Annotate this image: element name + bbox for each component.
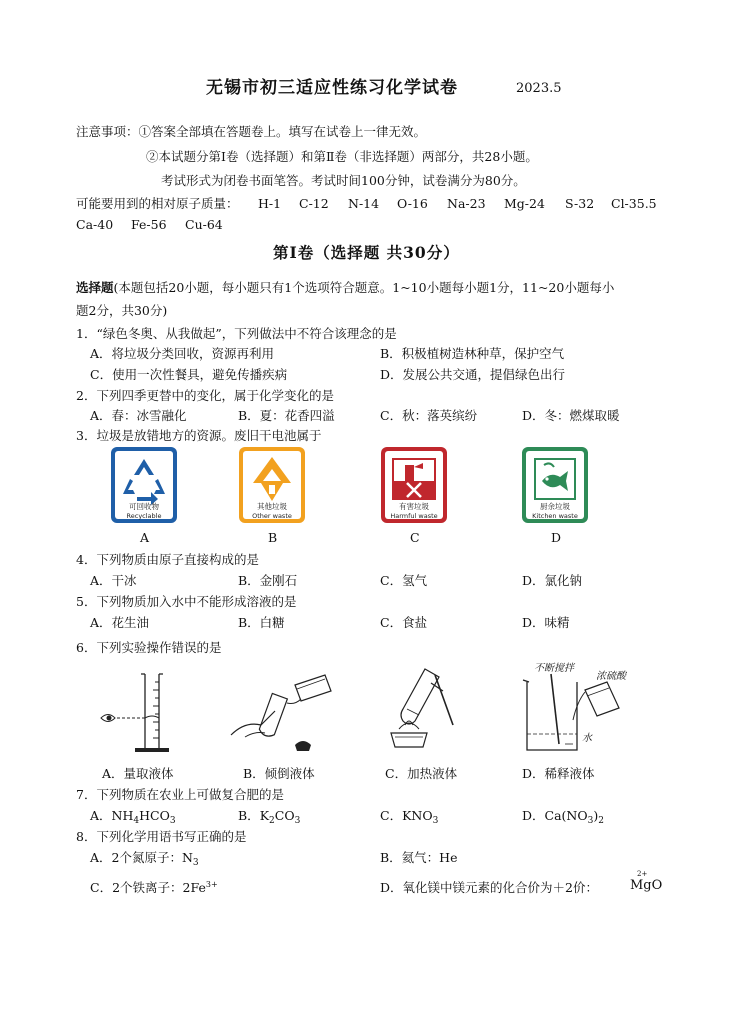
- instructions-line-2: 题2分，共30分): [76, 303, 168, 318]
- q5-stem: 5．下列物质加入水中不能形成溶液的是: [76, 594, 297, 609]
- notice: [76, 124, 426, 139]
- bin-d-en: Kitchen waste: [532, 512, 578, 520]
- q7-option-d: D．$Ca(NO_3)_2$: [522, 808, 604, 826]
- notice-line-2: ②本试题分第Ⅰ卷（选择题）和第Ⅱ卷（非选择题）两部分，共28小题。: [146, 149, 538, 164]
- q6-stir-label: 不断搅拌: [534, 663, 574, 674]
- q4-option-c: C．氢气: [380, 573, 428, 588]
- notice-label: 注意事项：: [76, 124, 139, 139]
- q5-option-a: A．花生油: [90, 615, 150, 630]
- q4-option-d: D．氯化钠: [522, 573, 583, 588]
- q4-option-b: B．金刚石: [238, 573, 298, 588]
- atomic-mass-item: Cl-35.5: [611, 196, 657, 211]
- q1-option-c: C．使用一次性餐具，避免传播疾病: [90, 367, 288, 382]
- q6-stem: 6．下列实验操作错误的是: [76, 640, 222, 655]
- q8-option-c: C．2个铁离子：$2Fe^{3+}$: [90, 880, 218, 895]
- q6-option-d: D．稀释液体: [522, 766, 595, 781]
- q1-option-d: D．发展公共交通，提倡绿色出行: [380, 367, 566, 382]
- notice-line-3: 考试形式为闭卷书面笔答。考试时间100分钟，试卷满分为80分。: [161, 173, 526, 188]
- atomic-mass-item: N-14: [348, 196, 380, 211]
- heating-liquid-figure: [385, 665, 475, 760]
- atomic-mass-item: Na-23: [447, 196, 486, 211]
- q8-option-d: D．氧化镁中镁元素的化合价为＋2价：: [380, 880, 598, 895]
- bin-a-en: Recyclable: [126, 512, 162, 520]
- recyclable-bin: [111, 447, 177, 523]
- bin-d-cn: 厨余垃圾: [540, 502, 570, 511]
- q2-option-a: A．春：冰雪融化: [90, 408, 187, 423]
- bin-a-cn: 可回收物: [129, 502, 159, 511]
- q7-option-b: B．$K_2CO_3$: [238, 808, 301, 826]
- bin-a-letter: A: [140, 530, 150, 545]
- notice-line-1: ①答案全部填在答题卷上。填写在试卷上一律无效。: [138, 124, 427, 139]
- kitchen-waste-bin: [522, 447, 588, 523]
- atomic-mass-item: C-12: [299, 196, 329, 211]
- bin-b-en: Other waste: [252, 512, 292, 520]
- q7-c-prefix: C．: [380, 808, 403, 823]
- atomic-mass-item: Mg-24: [504, 196, 545, 211]
- q8-option-b: B．氦气：He: [380, 850, 458, 865]
- pouring-liquid-figure: [225, 665, 345, 760]
- q6-option-c: C．加热液体: [385, 766, 458, 781]
- bin-b-cn: 其他垃圾: [257, 502, 287, 511]
- exam-title: 无锡市初三适应性练习化学试卷: [206, 78, 458, 98]
- instructions-text-1: (本题包括20小题，每小题只有1个选项符合题意。1~10小题每小题1分，11~20小题每小: [113, 280, 615, 295]
- q7-option-a: A．$NH_4HCO_3$: [90, 808, 176, 826]
- q2-option-b: B．夏：花香四溢: [238, 408, 335, 423]
- q5-option-c: C．食盐: [380, 615, 428, 630]
- q6-acid-label: 浓硫酸: [596, 671, 626, 682]
- bin-c-en: Harmful waste: [390, 512, 438, 520]
- atomic-mass-item: Fe-56: [131, 217, 167, 232]
- q2-option-c: C．秋：落英缤纷: [380, 408, 478, 423]
- q5-option-d: D．味精: [522, 615, 570, 630]
- q8-mgo-formula: 2+ MgO: [630, 870, 663, 893]
- exam-date: 2023.5: [516, 81, 562, 96]
- q7-d-prefix: D．: [522, 808, 545, 823]
- q7-b-prefix: B．: [238, 808, 260, 823]
- bin-c-cn: 有害垃圾: [399, 502, 429, 511]
- bin-b-letter: B: [268, 530, 278, 545]
- q1-stem: 1．“绿色冬奥、从我做起”，下列做法中不符合该理念的是: [76, 326, 397, 341]
- q8-stem: 8．下列化学用语书写正确的是: [76, 829, 247, 844]
- bin-d-letter: D: [551, 530, 562, 545]
- atomic-mass-item: S-32: [565, 196, 595, 211]
- q8-c-text: C．2个铁离子：: [90, 880, 183, 895]
- atomic-mass-item: O-16: [397, 196, 428, 211]
- q7-option-c: C．$KNO_3$: [380, 808, 439, 826]
- measuring-cylinder-figure: [95, 668, 215, 758]
- harmful-waste-bin: [381, 447, 447, 523]
- q1-option-b: B．积极植树造林种草，保护空气: [380, 346, 565, 361]
- atomic-mass-item: Cu-64: [185, 217, 223, 232]
- q8-option-a: A．2个氮原子：$N_3$: [90, 850, 199, 868]
- atomic-mass-item: H-1: [258, 196, 282, 211]
- q7-stem: 7．下列物质在农业上可做复合肥的是: [76, 787, 284, 802]
- q3-stem: 3．垃圾是放错地方的资源。废旧干电池属于: [76, 428, 322, 443]
- q4-option-a: A．干冰: [90, 573, 137, 588]
- bin-c-letter: C: [410, 530, 420, 545]
- instructions-line-1: [76, 280, 614, 295]
- atomic-mass-item: Ca-40: [76, 217, 114, 232]
- q8-a-text: A．2个氮原子：: [90, 850, 182, 865]
- q1-option-a: A．将垃圾分类回收，资源再利用: [90, 346, 275, 361]
- section-title: 第Ⅰ卷（选择题 共30分）: [273, 243, 460, 262]
- q7-a-prefix: A．: [90, 808, 112, 823]
- atomic-masses-intro: 可能要用到的相对原子质量：: [76, 196, 239, 211]
- q4-stem: 4．下列物质由原子直接构成的是: [76, 552, 259, 567]
- q6-water-label: 水: [582, 733, 592, 744]
- q6-option-b: B．倾倒液体: [243, 766, 315, 781]
- q5-option-b: B．白糖: [238, 615, 285, 630]
- instructions-bold: 选择题: [76, 280, 114, 295]
- q2-option-d: D．冬：燃煤取暖: [522, 408, 620, 423]
- q6-option-a: A．量取液体: [102, 766, 174, 781]
- q2-stem: 2．下列四季更替中的变化，属于化学变化的是: [76, 388, 334, 403]
- other-waste-bin: [239, 447, 305, 523]
